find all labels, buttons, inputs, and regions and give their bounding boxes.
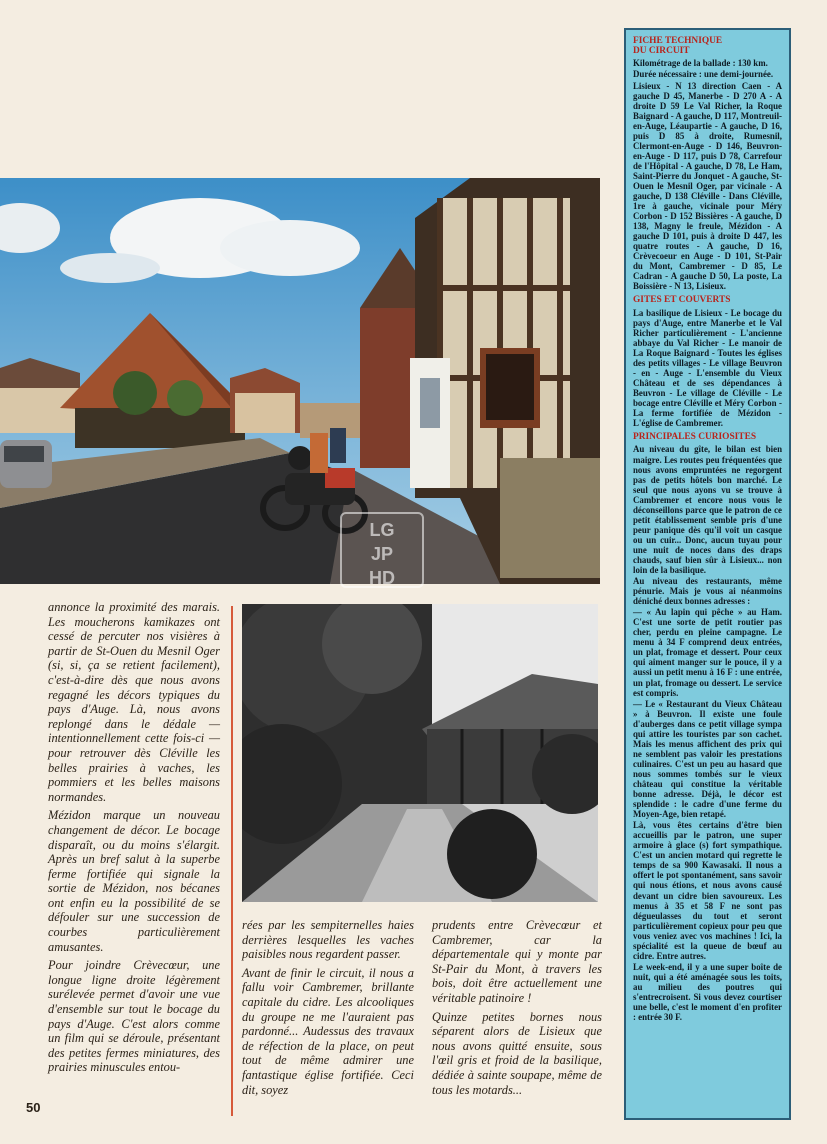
column-divider bbox=[231, 606, 233, 1116]
sidebar-paragraph: Au niveau des restaurants, même pénurie. Mais je vous ai néanmoins déniché deux bonnes adresses : bbox=[633, 576, 782, 607]
sidebar-heading-curiosites: PRINCIPALES CURIOSITES bbox=[633, 432, 757, 443]
article-paragraph: Avant de finir le circuit, il nous a fallu voir Cambremer, brillante capitale du cidre. Les alcooliques du groupe ne me l'auraient pas pardonné... Audessus des travaux de réfection de la place, on peut tout de même admirer une fantastique église fortifiée. Ceci dit, soyez bbox=[242, 965, 414, 1097]
sidebar-paragraph: Durée nécessaire : une demi-journée. bbox=[633, 69, 774, 80]
heading-line: FICHE TECHNIQUE bbox=[633, 36, 723, 46]
sidebar-paragraph: Là, vous êtes certains d'être bien accueillis par le patron, une super armoire à glace (s) fort sympathique. C'est un ancien motard qui regrette le temps de sa 900 Kawasaki. Il nous a offert le pot spontanément, sans savoir qui nous étions, et nous avons causé devant un cidre bien savoureux. Les menus à 35 et 58 F ne sont pas dégueulasses du tout et seront particulièrement copieux pour peu que vous veniez avec vos machines ! Ici, la spécialité est la queue de bœuf au cidre. Entre autres. bbox=[633, 820, 782, 961]
article-paragraph: Quinze petites bornes nous séparent alors de Lisieux que nous avons quitté ensuite, sous l'œil gris et froid de la basilique, dédiée à sainte soupape, même de tous les motards... bbox=[432, 1009, 602, 1097]
sidebar-paragraph: Le week-end, il y a une super boîte de nuit, qui a été aménagée sous les toits, au milieu des poutres qui s'entrecroisent. Si vous devez courtiser une belle, c'est le moment d'en profiter : entrée 30 F. bbox=[633, 961, 782, 1023]
article-paragraph: annonce la proximité des marais. Les moucherons kamikazes ont cessé de percuter nos visières à partir de St-Ouen du Mesnil Oger (si, si, ça se retient facilement), c'est-à-dire dès que nous avons regagné les décors typiques du pays d'Auge. Là, nous avons replongé dans le dédale — intentionnellement cette fois-ci — pour retrouver dès Cléville les belles prairies à vaches, les pommiers et les belles maisons normandes. bbox=[48, 600, 220, 804]
page-number: 50 bbox=[26, 1100, 41, 1115]
sidebar-heading-gites: GITES ET COUVERTS bbox=[633, 295, 731, 306]
technical-sheet-sidebar bbox=[624, 28, 791, 1120]
sidebar-paragraph: La basilique de Lisieux - Le bocage du pays d'Auge, entre Manerbe et le Val Richer particulièrement - L'ancienne abbaye du Val Richer - Le manoir de La Roque Baignard - Toutes les églises des petits villages - Le village Beuvron - en - Auge - L'ensemble du Vieux Château et de ses dépendances à Beuvron - Le village de Cléville - Le bocage entre Cléville et Méry Corbon - La ferme fortifiée de Mézidon - L'église de Cambremer. bbox=[633, 307, 782, 429]
watermark-line: HD bbox=[369, 568, 395, 588]
sidebar-paragraph: Lisieux - N 13 direction Caen - A gauche D 45, Manerbe - D 270 A - A droite D 59 Le Val Richer, la Roque Baignard - A gauche, D 117, Montreuil-en-Auge, Léaupartie - A gauche, D 16, puis D 85 à droite, Rumesnil, Clermont-en-Auge - D 146, Beuvron-en-Auge - D 117, puis D 78, Carrefour de l'Hôpital - A gauche, D 78, Le Ham, Saint-Pierre du Jonquet - A gauche, St-Ouen le Mesnil Oger, par vicinale - A gauche, D 138 Cléville - Dans Cléville, 1re à gauche, vicinale pour Méry Corbon - D 152 Bissières - A gauche, D 138, Magny le freule, Mézidon - A gauche D 101, puis à droite D 447, les quatre routes - A gauche, D 16, Crèvecoeur en Auge - D 101, St-Pair du Mont, Cambremer - D 85, Le Cadran - A gauche D 50, La poste, La Boissière - N 13, Lisieux. bbox=[633, 80, 782, 292]
article-paragraph: Mézidon marque un nouveau changement de décor. Le bocage disparaît, ou du moins s'élargit. Après un bref salut à la superbe ferme fortifiée qui signale la sortie de Mézidon, nos bécanes ont enfin eu la possibilité de se défouler sur une succession de courbes particulièrement amusantes. bbox=[48, 808, 220, 954]
sidebar-paragraph: Kilométrage de la ballade : 130 km. bbox=[633, 58, 768, 69]
watermark-logo bbox=[340, 512, 424, 588]
watermark-line: LG bbox=[369, 520, 395, 540]
article-column-1 bbox=[48, 600, 220, 1075]
article-paragraph: Pour joindre Crèvecœur, une longue ligne droite légèrement surélevée permet d'avoir une vue d'ensemble sur tout le bocage du pays d'Auge. C'est alors comme un film qui se déroule, présentant des petites fermes miniatures, des prairies minuscules entou- bbox=[48, 958, 220, 1075]
article-paragraph: prudents entre Crèvecœur et Cambremer, car la départementale qui y monte par St-Pair du Mont, à travers les bois, doit être actuellement une véritable patinoire ! bbox=[432, 918, 602, 1005]
heading-line: DU CIRCUIT bbox=[633, 46, 690, 57]
countryside-barn-photo bbox=[242, 604, 598, 902]
article-paragraph: rées par les sempiternelles haies derrières lesquelles les vaches paisibles nous regardent passer. bbox=[242, 918, 414, 962]
village-street-photo bbox=[0, 178, 600, 584]
article-column-2 bbox=[242, 918, 414, 1097]
article-column-3 bbox=[432, 918, 602, 1097]
sidebar-paragraph: — Le « Restaurant du Vieux Château » à Beuvron. Il existe une foule d'auberges dans ce petit village sympa qui attire les touristes par son cachet. Mais les menus affichent des prix qui ne semblent pas valoir les prestations culinaires. C'est un peu au hasard que nous sommes tombés sur le vieux château qui constitue la véritable bonne adresse. Déjà, le décor est splendide : le cadre d'une ferme du Moyen-Age, bien retapé. bbox=[633, 698, 782, 820]
sidebar-heading-fiche bbox=[633, 36, 782, 56]
sidebar-paragraph: Au niveau du gîte, le bilan est bien maigre. Les routes peu fréquentées que nous avons empruntées ne regorgent pas de petits hôtels bon marché. Le seul que nous ayons vu se trouve à Cambremer et encore nous vous le déconseillons parce que le patron de ce petit établissement semble pris d'une peur panique dès qu'il voit un casque ou un cuir... Donc, aucun tuyau pour une nuit de noces dans des draps chauds, sauf bien sûr à Lisieux... non loin de la basilique. bbox=[633, 444, 782, 576]
sidebar-paragraph: — « Au lapin qui pêche » au Ham. C'est une sorte de petit routier pas cher, perdu en pleine campagne. Le menu à 34 F comprend deux entrées, un plat, fromage et dessert. Pour ceux qui aiment manger sur le pouce, il y a aussi un petit menu à 16 F : une entrée, un plat, fromage ou dessert. Le service est compris. bbox=[633, 607, 782, 698]
watermark-line: JP bbox=[370, 544, 394, 564]
